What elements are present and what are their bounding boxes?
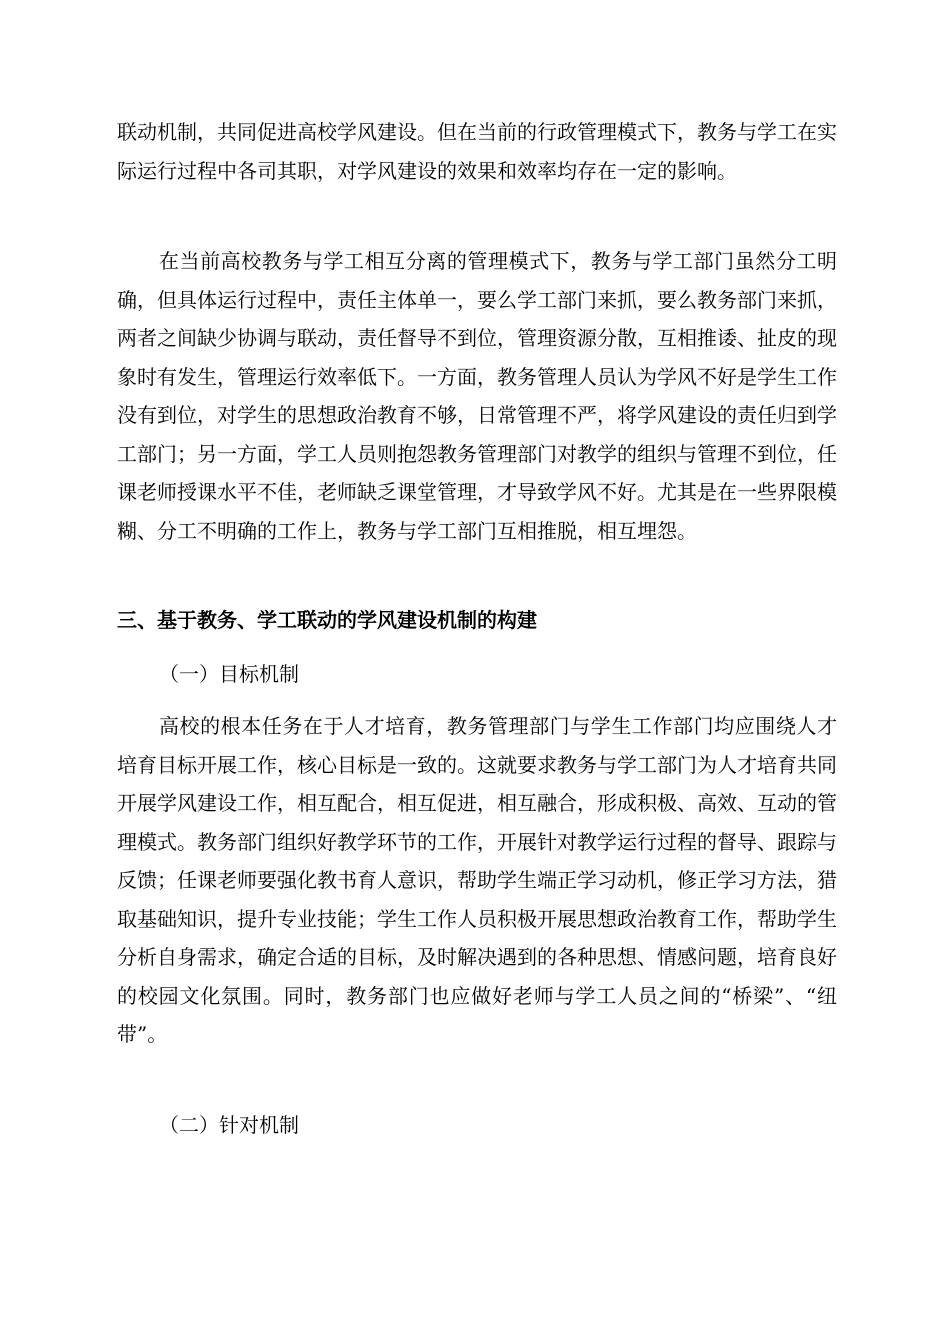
subsection-heading: （一）目标机制: [159, 662, 299, 686]
body-paragraph: 联动机制，共同促进高校学风建设。但在当前的行政管理模式下，教务与学工在实际运行过程中各司其职，对学风建设的效果和效率均存在一定的影响。: [117, 120, 837, 183]
subsection-heading: （二）针对机制: [159, 1113, 299, 1137]
body-paragraph: 在当前高校教务与学工相互分离的管理模式下，教务与学工部门虽然分工明确，但具体运行过程中，责任主体单一，要么学工部门来抓，要么教务部门来抓，两者之间缺少协调与联动，责任督导不到位，管理资源分散，互相推诿、扯皮的现象时有发生，管理运行效率低下。一方面，教务管理人员认为学风不好是学生工作没有到位，对学生的思想政治教育不够，日常管理不严，将学风建设的责任归到学工部门；另一方面，学工人员则抱怨教务管理部门对教学的组织与管理不到位，任课老师授课水平不佳，老师缺乏课堂管理，才导致学风不好。尤其是在一些界限模糊、分工不明确的工作上，教务与学工部门互相推脱，相互埋怨。: [117, 249, 837, 543]
section-heading: 三、基于教务、学工联动的学风建设机制的构建: [117, 608, 537, 632]
body-paragraph: 高校的根本任务在于人才培育，教务管理部门与学生工作部门均应围绕人才培育目标开展工作，核心目标是一致的。这就要求教务与学工部门为人才培育共同开展学风建设工作，相互配合，相互促进，相互融合，形成积极、高效、互动的管理模式。教务部门组织好教学环节的工作，开展针对教学运行过程的督导、跟踪与反馈；任课老师要强化教书育人意识，帮助学生端正学习动机，修正学习方法，猎取基础知识，提升专业技能；学生工作人员积极开展思想政治教育工作，帮助学生分析自身需求，确定合适的目标，及时解决遇到的各种思想、情感问题，培育良好的校园文化氛围。同时，教务部门也应做好老师与学工人员之间的“桥梁”、“纽带”。: [117, 714, 837, 1046]
